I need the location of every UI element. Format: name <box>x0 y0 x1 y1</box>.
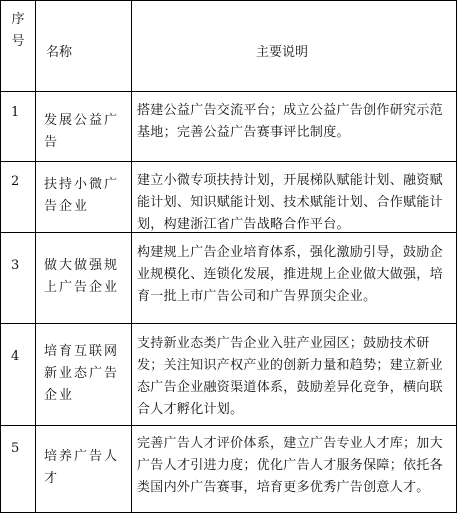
table-rule-row1 <box>0 161 457 162</box>
row-4-name: 培育互联网新业态广告企业 <box>44 344 120 403</box>
row-1-desc: 搭建公益广告交流平台；成立公益广告创作研究示范基地；完善公益广告赛事评比制度。 <box>137 103 443 140</box>
row-2-desc: 建立小微专项扶持计划，开展梯队赋能计划、融资赋能计划、知识赋能计划、技术赋能计划、合作赋能计划，构建浙江省广告战略合作平台。 <box>137 173 443 232</box>
row-5-name: 培养广告人才 <box>44 449 120 486</box>
row-2-num: 2 <box>11 174 20 189</box>
table-rule-row4 <box>0 425 457 426</box>
row-4-num: 4 <box>11 349 20 364</box>
header-name: 名称 <box>46 45 73 60</box>
table-border-top <box>0 0 457 1</box>
row-5-desc: 完善广告人才评价体系，建立广告专业人才库；加大广告人才引进力度；优化广告人才服务保障；依托各类国内外广告赛事，培育更多优秀广告创意人才。 <box>137 436 443 495</box>
table-divider-num <box>35 0 36 513</box>
header-num-line1: 序 <box>11 12 25 27</box>
header-num-line2: 号 <box>11 34 25 49</box>
table-border-left <box>0 0 1 513</box>
row-4-desc: 支持新业态类广告企业入驻产业园区；鼓励技术研发；关注知识产权产业的创新力量和趋势；建立新业态广告企业融资渠道体系，鼓励差异化竞争，横向联合人才孵化计划。 <box>137 336 443 417</box>
table-rule-row3 <box>0 323 457 324</box>
table-rule-header <box>0 91 457 92</box>
row-2-name: 扶持小微广告企业 <box>44 177 120 214</box>
table-divider-name <box>131 0 132 513</box>
row-1-name: 发展公益广告 <box>44 113 120 150</box>
row-5-num: 5 <box>11 441 20 456</box>
row-3-name: 做大做强规上广告企业 <box>44 258 120 295</box>
row-3-desc: 构建规上广告企业培育体系，强化激励引导，鼓励企业规模化、连锁化发展，推进规上企业做大做强，培育一批上市广告公司和广告界顶尖企业。 <box>137 245 443 304</box>
header-desc: 主要说明 <box>256 45 309 60</box>
row-1-num: 1 <box>11 105 20 120</box>
row-3-num: 3 <box>11 258 20 273</box>
